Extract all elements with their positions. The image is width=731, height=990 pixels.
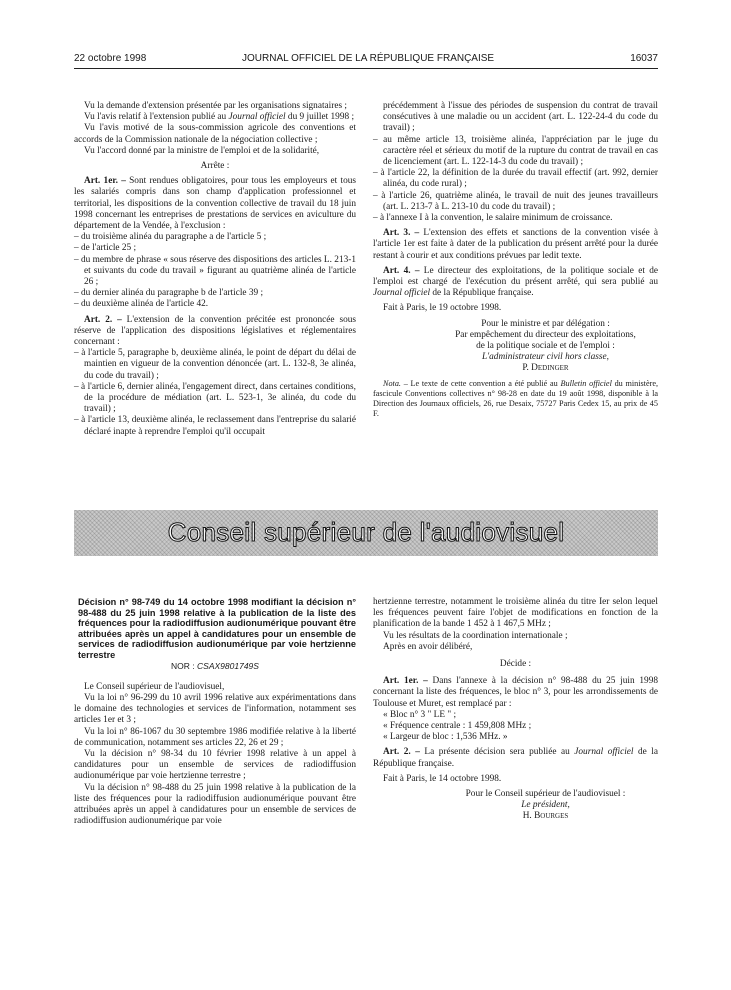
signature-title: L'administrateur civil hors classe, [482,352,609,363]
header-title: JOURNAL OFFICIEL DE LA RÉPUBLIQUE FRANÇAISE [242,53,495,64]
article-1: Art. 1er. – Sont rendues obligatoires, pour tous les employeurs et tous les salariés compris dans son champ d'application professionnel et territorial, les dispositions de la convention collective de travail du 18 juin 1998 concernant les entreprises de prestations de services en aviculture du département de la Vendée, à l'exclusion : [74,176,356,232]
decision-article-1: Art. 1er. – Dans l'annexe à la décision n° 98-488 du 25 juin 1998 concernant la liste des fréquences, le bloc n° 3, pour les arrondissements de Toulouse et Muret, est remplacé par : [373,676,658,709]
top-right-column [373,101,658,419]
article-1-item: – du dernier alinéa du paragraphe b de l'article 39 ; [74,288,264,299]
decision-title: Décision n° 98-749 du 14 octobre 1998 modifiant la décision n° 98-488 du 25 juin 1998 relative à la publication de la liste des fréquences pour la radiodiffusion audionumérique pouvant être attribuées après un appel à candidatures pour un ensemble de services de radiodiffusion audionumérique par voie hertzienne terrestre [78,597,356,660]
reserve-item: – à l'article 26, quatrième alinéa, le travail de nuit des jeunes travailleurs (art. L. 213-7 à L. 213-10 du code du travail) ; [373,190,658,212]
section-banner [74,510,658,556]
vu-loi-96-299: Vu la loi n° 96-299 du 10 avril 1996 relative aux expérimentations dans le domaine des technologies et services de l'information, notamment ses articles 1er et 3 ; [74,692,356,726]
signature-name: H. Bourges [522,811,569,822]
vu-decision-98-34: Vu la décision n° 98-34 du 10 février 1998 relative à un appel à candidatures pour un ensemble de services de radiodiffusion audionumérique par voie hertzienne terrestre ; [74,748,356,782]
bottom-right-column [373,597,658,823]
reserve-item: – à l'article 22, la définition de la durée du travail effectif (art. 992, dernier alinéa, du code rural) ; [373,168,658,190]
arrete-heading: Arrête : [200,161,230,172]
nor-reference: NOR : CSAX9801749S [171,660,259,671]
article-2-item: – à l'article 5, paragraphe b, deuxième alinéa, le point de départ du délai de maintien en vigueur de la convention dénoncée (art. L. 132-8, 3e alinéa, du code du travail) ; [74,348,356,381]
page-header [74,52,658,69]
apres-deliberation: Après en avoir délibéré, [383,641,473,652]
frequence-line: « Fréquence centrale : 1 459,808 MHz ; [383,721,532,732]
signature-title: Le président, [521,800,570,811]
decision-article-2: Art. 2. – La présente décision sera publiée au Journal officiel de la République française. [373,747,659,769]
section-title: Conseil supérieur de l'audiovisuel [167,517,565,547]
continuation-text: précédemment à l'issue des périodes de suspension du contrat de travail consécutives à une maladie ou un accident (art. L. 122-24-4 du code du travail) ; [383,101,658,134]
signature-name: P. Dedinger [522,363,569,374]
preamble: Le Conseil supérieur de l'audiovisuel, [84,681,225,692]
article-1-item: – du membre de phrase « sous réserve des dispositions des articles L. 213-1 et suivants du code du travail » figurant au quatrième alinéa de l'article 26 ; [74,254,356,288]
decide-heading: Décide : [499,659,532,670]
bottom-left-column [74,597,356,827]
vu-demande: Vu la demande d'extension présentée par les organisations signataires ; [84,101,347,111]
article-2-item: – à l'article 13, deuxième alinéa, le reclassement dans l'entreprise du salarié déclaré inapte à reprendre l'emploi qu'il occupait [74,415,356,437]
largeur-line: « Largeur de bloc : 1,536 MHz. » [383,732,508,743]
article-1-item: – de l'article 25 ; [74,243,137,254]
signature-line: de la politique sociale et de l'emploi : [476,341,615,352]
vu-avis-extension: Vu l'avis relatif à l'extension publié au Journal officiel du 9 juillet 1998 ; [84,112,355,123]
bloc-line: « Bloc n° 3 " LE " ; [383,709,457,720]
vu-coordination: Vu les résultats de la coordination internationale ; [383,630,568,641]
reserve-item: – au même article 13, troisième alinéa, l'appréciation par le juge du caractère réel et sérieux du motif de la rupture du contrat de travail en cas de licenciement (art. L. 122-14-3 du code du travail) ; [373,134,658,168]
header-date: 22 octobre 1998 [74,53,147,64]
vu-accord: Vu l'accord donné par la ministre de l'emploi et de la solidarité, [84,145,320,156]
signature-line: Pour le Conseil supérieur de l'audiovisuel : [465,789,626,800]
fait-a-paris: Fait à Paris, le 14 octobre 1998. [383,773,502,784]
article-1-item: – du deuxième alinéa de l'article 42. [74,299,209,310]
nota: Nota. – Le texte de cette convention a été publié au Bulletin officiel du ministère, fascicule Conventions collectives n° 98-28 en date du 19 août 1998, disponible à la Direction des Journaux officiels, 26, rue Desaix, 75727 Paris Cedex 15, au prix de 45 F. [373,378,658,418]
vu-decision-98-488: Vu la décision n° 98-488 du 25 juin 1998 relative à la publication de la liste des fréquences pour la radiodiffusion audionumérique pouvant être attribuées après un appel à candidatures pour un ensemble de services de radiodiffusion audionumérique par voie [74,782,356,827]
top-left-column [74,101,356,438]
article-3: Art. 3. – L'extension des effets et sanctions de la convention visée à l'article 1er est faite à dater de la publication du présent arrêté pour la durée restant à courir et aux conditions prévues par ledit texte. [373,228,658,261]
signature-line: Par empêchement du directeur des exploitations, [455,329,636,340]
signature-line: Pour le ministre et par délégation : [481,318,610,329]
article-2-item: – à l'article 6, dernier alinéa, l'engagement direct, dans certaines conditions, de la procédure de médiation (art. L. 523-1, 3e alinéa, du code du travail) ; [74,381,356,415]
continuation-text: hertzienne terrestre, notamment le troisième alinéa du titre Ier selon lequel les fréquences peuvent faire l'objet de modifications en fonction de la planification de la bande 1 452 à 1 467,5 MHz ; [373,597,658,630]
fait-a-paris: Fait à Paris, le 19 octobre 1998. [383,303,502,314]
vu-avis-motive: Vu l'avis motivé de la sous-commission agricole des conventions et accords de la Commission nationale de la négociation collective ; [74,123,356,145]
article-2: Art. 2. – L'extension de la convention précitée est prononcée sous réserve de l'application des dispositions législatives et réglementaires concernant : [74,314,356,348]
vu-loi-86-1067: Vu la loi n° 86-1067 du 30 septembre 1986 modifiée relative à la liberté de communication, notamment ses articles 22, 26 et 29 ; [74,726,356,748]
article-4: Art. 4. – Le directeur des exploitations, de la politique sociale et de l'emploi est chargé de l'exécution du présent arrêté, qui sera publié au Journal officiel de la République française. [373,265,658,299]
reserve-item: – à l'annexe I à la convention, le salaire minimum de croissance. [373,213,613,224]
article-1-item: – du troisième alinéa du paragraphe a de l'article 5 ; [74,232,267,243]
header-page-number: 16037 [630,53,658,64]
